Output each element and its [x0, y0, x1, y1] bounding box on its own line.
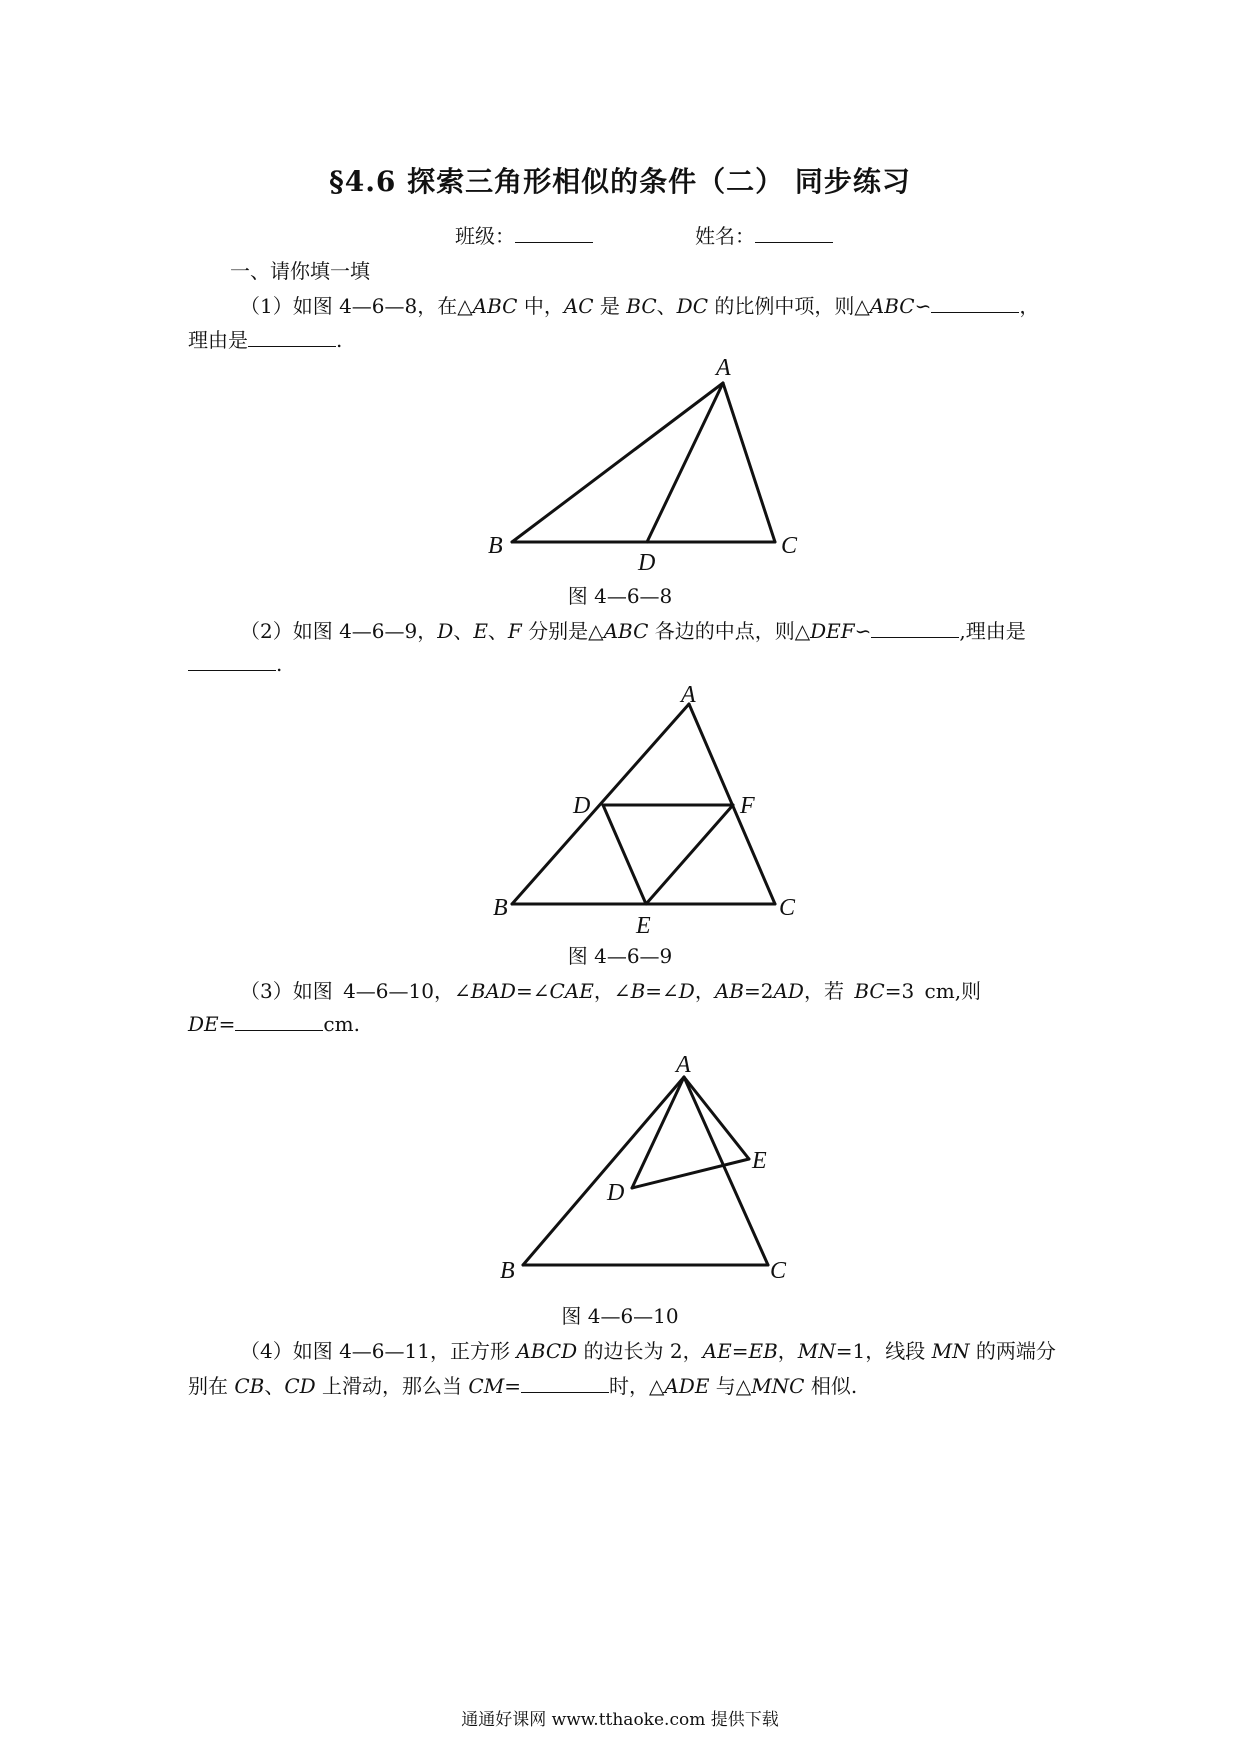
q4-var: CM — [468, 1374, 505, 1398]
q1-text: 中， — [517, 294, 564, 318]
q3-var: AD — [773, 979, 804, 1003]
q4-var: MN — [797, 1339, 836, 1363]
point-label-d: D — [638, 550, 656, 576]
q1-text: ， — [1019, 294, 1040, 318]
q2-text: 分别是△ — [521, 619, 604, 643]
q3-text: =∠ — [645, 979, 679, 1003]
q4-var: ADE — [664, 1374, 710, 1398]
q1-var: DC — [676, 294, 709, 318]
point-label-d: D — [607, 1180, 625, 1206]
q1-text: . — [336, 328, 343, 352]
q3-var: BAD — [470, 979, 516, 1003]
q3-var: DE — [188, 1012, 219, 1036]
q1-text: 是 — [593, 294, 627, 318]
question-4-line2 — [188, 1370, 857, 1399]
segment-ab — [523, 1077, 684, 1265]
q2-text: 、 — [453, 619, 474, 643]
q2-var: ABC — [603, 619, 649, 643]
q2-var: D — [437, 619, 454, 643]
q3-text: =2 — [743, 979, 774, 1003]
name-label: 姓名： — [695, 224, 755, 248]
segment-ad — [632, 1077, 684, 1188]
q4-text: = — [504, 1374, 521, 1398]
q1-text: ∽ — [914, 294, 932, 318]
q3-text: cm. — [323, 1012, 360, 1036]
footer-credit: 通通好课网 www.tthaoke.com 提供下载 — [461, 1710, 779, 1730]
point-label-b: B — [493, 895, 508, 921]
q3-text: = — [218, 1012, 236, 1036]
q2-var: E — [473, 619, 488, 643]
q2-text: ∽ — [854, 619, 872, 643]
q1-var: ABC — [869, 294, 915, 318]
q4-text: ， — [777, 1339, 798, 1363]
q3-var: D — [678, 979, 695, 1003]
q4-text: 的边长为 2， — [577, 1339, 703, 1363]
point-label-c: C — [781, 533, 798, 559]
q4-text: （4）如图 4—6—11，正方形 — [240, 1339, 517, 1363]
q1-text: （1）如图 4—6—8，在△ — [240, 294, 473, 318]
q4-text: 时，△ — [608, 1374, 665, 1398]
q1-text: 的比例中项，则△ — [708, 294, 870, 318]
q4-var: MN — [931, 1339, 970, 1363]
q2-text: 各边的中点，则△ — [648, 619, 811, 643]
q4-text: 、 — [264, 1374, 285, 1398]
q4-var: CD — [284, 1374, 316, 1398]
q3-var: B — [630, 979, 646, 1003]
q3-var: AB — [714, 979, 744, 1003]
q3-var: BC — [854, 979, 885, 1003]
q4-var: CB — [234, 1374, 265, 1398]
q1-var: BC — [626, 294, 657, 318]
q4-text: = — [731, 1339, 749, 1363]
point-label-e: E — [752, 1148, 767, 1174]
figure-caption: 图 4—6—8 — [567, 584, 673, 608]
q4-text: 别在 — [188, 1374, 235, 1398]
figure-caption: 图 4—6—9 — [567, 944, 673, 968]
q1-text: 、 — [656, 294, 677, 318]
point-label-d: D — [573, 793, 591, 819]
point-label-f: F — [740, 793, 755, 819]
q3-text: ，∠ — [593, 979, 631, 1003]
q3-text: ， — [694, 979, 715, 1003]
q3-text: （3）如图 4—6—10，∠ — [240, 979, 471, 1003]
q4-var: EB — [748, 1339, 778, 1363]
q3-text: =∠ — [515, 979, 550, 1003]
q4-text: 相似. — [804, 1374, 858, 1398]
q4-var: ABCD — [516, 1339, 578, 1363]
q4-text: =1，线段 — [835, 1339, 932, 1363]
class-label: 班级： — [455, 224, 515, 248]
q4-answer-blank[interactable] — [521, 1372, 609, 1393]
q4-var: AE — [702, 1339, 732, 1363]
q4-text: 上滑动，那么当 — [315, 1374, 469, 1398]
q2-text: ,理由是 — [959, 619, 1026, 643]
figure-caption: 图 4—6—10 — [561, 1304, 679, 1328]
q2-text: . — [276, 652, 283, 676]
page-title: §4.6 探索三角形相似的条件（二） 同步练习 — [329, 165, 911, 198]
q4-text: 的两端分 — [969, 1339, 1056, 1363]
section-heading: 一、请你填一填 — [230, 259, 370, 283]
point-label-c: C — [770, 1258, 787, 1284]
point-label-e: E — [636, 913, 651, 939]
q3-var: CAE — [549, 979, 594, 1003]
q4-var: MNC — [751, 1374, 805, 1398]
point-label-a: A — [681, 682, 696, 708]
q4-text: 与△ — [709, 1374, 752, 1398]
q3-text: ，若 — [803, 979, 855, 1003]
question-4 — [240, 1335, 1056, 1364]
q2-text: （2）如图 4—6—9， — [240, 619, 438, 643]
q1-reason-label: 理由是 — [188, 328, 248, 352]
point-label-c: C — [779, 895, 796, 921]
q2-text: 、 — [487, 619, 508, 643]
q1-var: ABC — [472, 294, 518, 318]
q1-var: AC — [563, 294, 594, 318]
point-label-a: A — [716, 355, 731, 381]
q3-text: =3 cm,则 — [884, 979, 982, 1003]
point-label-b: B — [488, 533, 503, 559]
q2-var: F — [507, 619, 522, 643]
q2-var: DEF — [810, 619, 855, 643]
point-label-a: A — [676, 1052, 691, 1078]
point-label-b: B — [500, 1258, 515, 1284]
